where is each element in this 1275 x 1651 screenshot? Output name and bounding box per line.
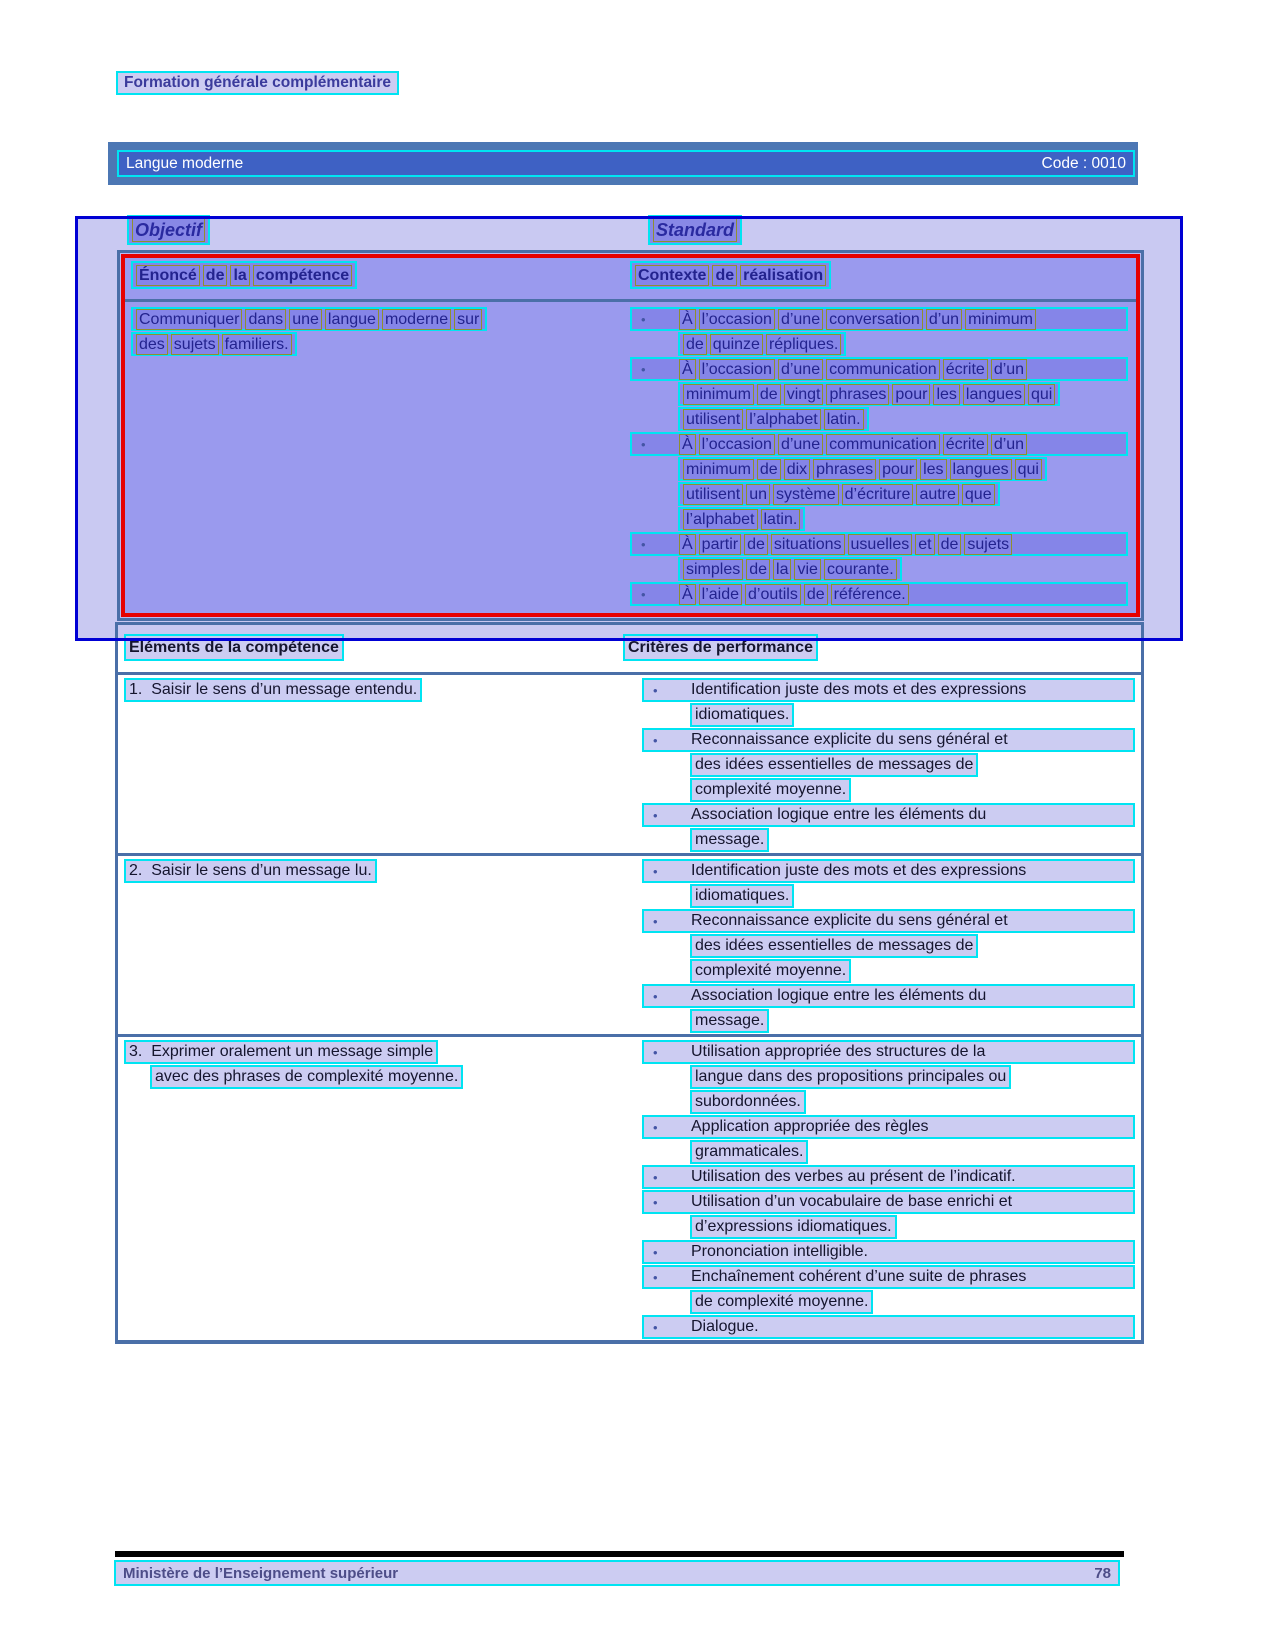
bullet-icon: • bbox=[653, 913, 658, 929]
element-label-line bbox=[124, 678, 422, 702]
context-item-wrap-line bbox=[678, 482, 1000, 506]
header-enonce bbox=[131, 261, 357, 289]
criteria-item-text: Utilisation d’un vocabulaire de base enrichi et bbox=[691, 1193, 1013, 1210]
criteria-item-first-line bbox=[642, 728, 1135, 752]
bullet-icon: • bbox=[653, 863, 658, 879]
criteria-item-wrap-text: message. bbox=[695, 831, 765, 848]
context-item-wrap-line bbox=[678, 557, 902, 581]
page-heading: Formation générale complémentaire bbox=[116, 71, 399, 95]
context-item bbox=[630, 582, 1128, 606]
criteria-item-text: Reconnaissance explicite du sens général et bbox=[691, 731, 1008, 748]
bullet-icon: • bbox=[653, 1044, 658, 1060]
criteria-list bbox=[630, 678, 1141, 853]
criteria-item-wrap-line bbox=[690, 828, 769, 852]
competence-statement bbox=[125, 307, 630, 607]
bullet-icon: • bbox=[653, 1244, 658, 1260]
criteria-item-wrap-line bbox=[690, 778, 851, 802]
footer bbox=[114, 1560, 1120, 1586]
context-item-wrap-text: utilisent l’alphabet latin. bbox=[683, 409, 864, 430]
element-label-line bbox=[124, 1040, 438, 1064]
criteria-item bbox=[642, 1165, 1135, 1189]
element-label-text: 1. Saisir le sens d’un message entendu. bbox=[129, 681, 418, 698]
context-item bbox=[630, 432, 1128, 531]
criteria-list bbox=[630, 859, 1141, 1034]
context-item-wrap-text: minimum de vingt phrases pour les langues qui bbox=[683, 384, 1055, 405]
objectif-label bbox=[127, 215, 210, 245]
criteria-item-first-line bbox=[642, 1315, 1135, 1339]
criteria-item-text: Association logique entre les éléments du bbox=[691, 987, 987, 1004]
criteria-item-wrap-text: des idées essentielles de messages de bbox=[695, 756, 974, 773]
header-enonce-text: Énoncé de la compétence bbox=[136, 265, 352, 286]
element-label-line bbox=[150, 1065, 463, 1089]
criteria-item-wrap-text: des idées essentielles de messages de bbox=[695, 937, 974, 954]
criteria-item-text: Prononciation intelligible. bbox=[691, 1243, 868, 1260]
criteria-item-text: Identification juste des mots et des expressions bbox=[691, 681, 1027, 698]
criteria-item-wrap-line bbox=[690, 1009, 769, 1033]
context-item-first-line bbox=[630, 357, 1128, 381]
criteria-item bbox=[642, 803, 1135, 852]
context-item-text: À partir de situations usuelles et de sujets bbox=[679, 534, 1012, 555]
criteria-item-first-line bbox=[642, 909, 1135, 933]
context-item-text: À l’occasion d’une communication écrite d’un bbox=[679, 359, 1027, 380]
criteria-item bbox=[642, 728, 1135, 802]
criteria-item-wrap-text: grammaticales. bbox=[695, 1143, 804, 1160]
table-row bbox=[118, 675, 1141, 856]
context-item bbox=[630, 307, 1128, 356]
table-row bbox=[118, 856, 1141, 1037]
bullet-icon: • bbox=[641, 436, 646, 452]
context-item-first-line bbox=[630, 432, 1128, 456]
criteria-item-text: Dialogue. bbox=[691, 1318, 759, 1335]
competence-table-body bbox=[125, 302, 1136, 607]
bullet-icon: • bbox=[641, 361, 646, 377]
element-label-text: 3. Exprimer oralement un message simple bbox=[129, 1043, 434, 1060]
statement-line bbox=[131, 332, 297, 356]
bullet-icon: • bbox=[653, 682, 658, 698]
context-item-first-line bbox=[630, 582, 1128, 606]
criteria-item-wrap-text: idiomatiques. bbox=[695, 887, 790, 904]
context-item-wrap-text: simples de la vie courante. bbox=[683, 559, 897, 580]
criteria-item-wrap-text: message. bbox=[695, 1012, 765, 1029]
bullet-icon: • bbox=[653, 732, 658, 748]
criteria-item-first-line bbox=[642, 1240, 1135, 1264]
context-item-text: À l’aide d’outils de référence. bbox=[679, 584, 909, 605]
bullet-icon: • bbox=[641, 586, 646, 602]
competence-table-header bbox=[125, 258, 1136, 302]
criteria-item bbox=[642, 984, 1135, 1033]
criteria-item-first-line bbox=[642, 859, 1135, 883]
context-item-wrap-text: utilisent un système d’écriture autre que bbox=[683, 484, 995, 505]
statement-line bbox=[131, 307, 487, 331]
criteria-item-text: Identification juste des mots et des expressions bbox=[691, 862, 1027, 879]
header-criteres-text: Critères de performance bbox=[628, 638, 813, 656]
course-code: Code : 0010 bbox=[1041, 154, 1126, 172]
bullet-icon: • bbox=[653, 1269, 658, 1285]
bullet-icon: • bbox=[641, 536, 646, 552]
bullet-icon: • bbox=[653, 988, 658, 1004]
header-contexte-text: Contexte de réalisation bbox=[635, 265, 826, 286]
context-item-first-line bbox=[630, 307, 1128, 331]
element-label bbox=[118, 1040, 630, 1340]
bullet-icon: • bbox=[653, 1319, 658, 1335]
criteria-item-wrap-text: complexité moyenne. bbox=[695, 781, 847, 798]
criteria-item-first-line bbox=[642, 1040, 1135, 1064]
criteria-item-wrap-line bbox=[690, 934, 978, 958]
criteria-item bbox=[642, 1315, 1135, 1339]
criteria-item-text: Association logique entre les éléments du bbox=[691, 806, 987, 823]
elements-table bbox=[115, 622, 1144, 1344]
criteria-item-wrap-line bbox=[690, 1215, 897, 1239]
criteria-item bbox=[642, 1040, 1135, 1114]
bullet-icon: • bbox=[653, 1119, 658, 1135]
criteria-item-text: Utilisation appropriée des structures de la bbox=[691, 1043, 986, 1060]
criteria-item bbox=[642, 909, 1135, 983]
criteria-item-wrap-text: subordonnées. bbox=[695, 1093, 801, 1110]
criteria-item bbox=[642, 859, 1135, 908]
criteria-item-wrap-line bbox=[690, 1090, 806, 1114]
criteria-item bbox=[642, 1115, 1135, 1164]
element-label-text: 2. Saisir le sens d’un message lu. bbox=[129, 862, 372, 879]
criteria-item-first-line bbox=[642, 803, 1135, 827]
footer-ministry: Ministère de l’Enseignement supérieur bbox=[123, 1564, 399, 1582]
table-row bbox=[118, 1037, 1141, 1340]
header-elements-text: Éléments de la compétence bbox=[129, 638, 339, 656]
bullet-icon: • bbox=[653, 1194, 658, 1210]
criteria-item-wrap-text: complexité moyenne. bbox=[695, 962, 847, 979]
elements-table-header bbox=[118, 625, 1141, 675]
criteria-item-first-line bbox=[642, 1265, 1135, 1289]
criteria-item-wrap-line bbox=[690, 1065, 1011, 1089]
criteria-item-text: Application appropriée des règles bbox=[691, 1118, 929, 1135]
footer-page-number: 78 bbox=[1094, 1564, 1111, 1582]
criteria-item bbox=[642, 1265, 1135, 1314]
context-item-wrap-text: l’alphabet latin. bbox=[683, 509, 800, 530]
context-item-text: À l’occasion d’une communication écrite d’un bbox=[679, 434, 1027, 455]
criteria-item-wrap-line bbox=[690, 884, 794, 908]
criteria-item-wrap-line bbox=[690, 1290, 873, 1314]
criteria-item bbox=[642, 1240, 1135, 1264]
header-elements bbox=[124, 634, 344, 661]
criteria-item-wrap-line bbox=[690, 753, 978, 777]
context-item-wrap-text: minimum de dix phrases pour les langues qui bbox=[683, 459, 1042, 480]
element-label bbox=[118, 678, 630, 853]
statement-line-text: Communiquer dans une langue moderne sur bbox=[136, 309, 482, 330]
criteria-list bbox=[630, 1040, 1141, 1340]
criteria-item bbox=[642, 678, 1135, 727]
element-label-line bbox=[124, 859, 377, 883]
context-item bbox=[630, 532, 1128, 581]
element-label-text: avec des phrases de complexité moyenne. bbox=[155, 1068, 459, 1085]
context-item-wrap-line bbox=[678, 507, 805, 531]
criteria-item-first-line bbox=[642, 678, 1135, 702]
context-item-wrap-line bbox=[678, 407, 869, 431]
criteria-item-wrap-text: langue dans des propositions principales ou bbox=[695, 1068, 1007, 1085]
criteria-item-wrap-text: idiomatiques. bbox=[695, 706, 790, 723]
standard-text: Standard bbox=[653, 218, 737, 242]
statement-line-text: des sujets familiers. bbox=[136, 334, 292, 355]
context-item-first-line bbox=[630, 532, 1128, 556]
criteria-item-first-line bbox=[642, 984, 1135, 1008]
context-item-wrap-line bbox=[678, 332, 846, 356]
criteria-item-first-line bbox=[642, 1190, 1135, 1214]
element-label bbox=[118, 859, 630, 1034]
criteria-item-wrap-text: de complexité moyenne. bbox=[695, 1293, 869, 1310]
bullet-icon: • bbox=[653, 807, 658, 823]
footer-rule bbox=[115, 1551, 1124, 1557]
objectif-text: Objectif bbox=[132, 218, 205, 242]
course-title: Langue moderne bbox=[126, 154, 244, 172]
bullet-icon: • bbox=[653, 1169, 658, 1185]
criteria-item-wrap-line bbox=[690, 703, 794, 727]
context-item-wrap-line bbox=[678, 457, 1047, 481]
criteria-item-text: Utilisation des verbes au présent de l’indicatif. bbox=[691, 1168, 1016, 1185]
context-item-text: À l’occasion d’une conversation d’un minimum bbox=[679, 309, 1036, 330]
competence-table-highlight bbox=[121, 254, 1140, 617]
context-item bbox=[630, 357, 1128, 431]
header-criteres bbox=[623, 634, 818, 661]
criteria-item-wrap-line bbox=[690, 1140, 808, 1164]
criteria-item-wrap-text: d’expressions idiomatiques. bbox=[695, 1218, 892, 1235]
criteria-item bbox=[642, 1190, 1135, 1239]
context-item-wrap-line bbox=[678, 382, 1060, 406]
competence-table bbox=[117, 250, 1144, 621]
context-list bbox=[630, 307, 1136, 607]
standard-label bbox=[648, 215, 742, 245]
bullet-icon: • bbox=[641, 311, 646, 327]
criteria-item-first-line bbox=[642, 1115, 1135, 1139]
criteria-item-wrap-line bbox=[690, 959, 851, 983]
criteria-item-text: Reconnaissance explicite du sens général et bbox=[691, 912, 1008, 929]
context-item-wrap-text: de quinze répliques. bbox=[683, 334, 841, 355]
header-contexte bbox=[630, 261, 831, 289]
criteria-item-first-line bbox=[642, 1165, 1135, 1189]
criteria-item-text: Enchaînement cohérent d’une suite de phrases bbox=[691, 1268, 1027, 1285]
